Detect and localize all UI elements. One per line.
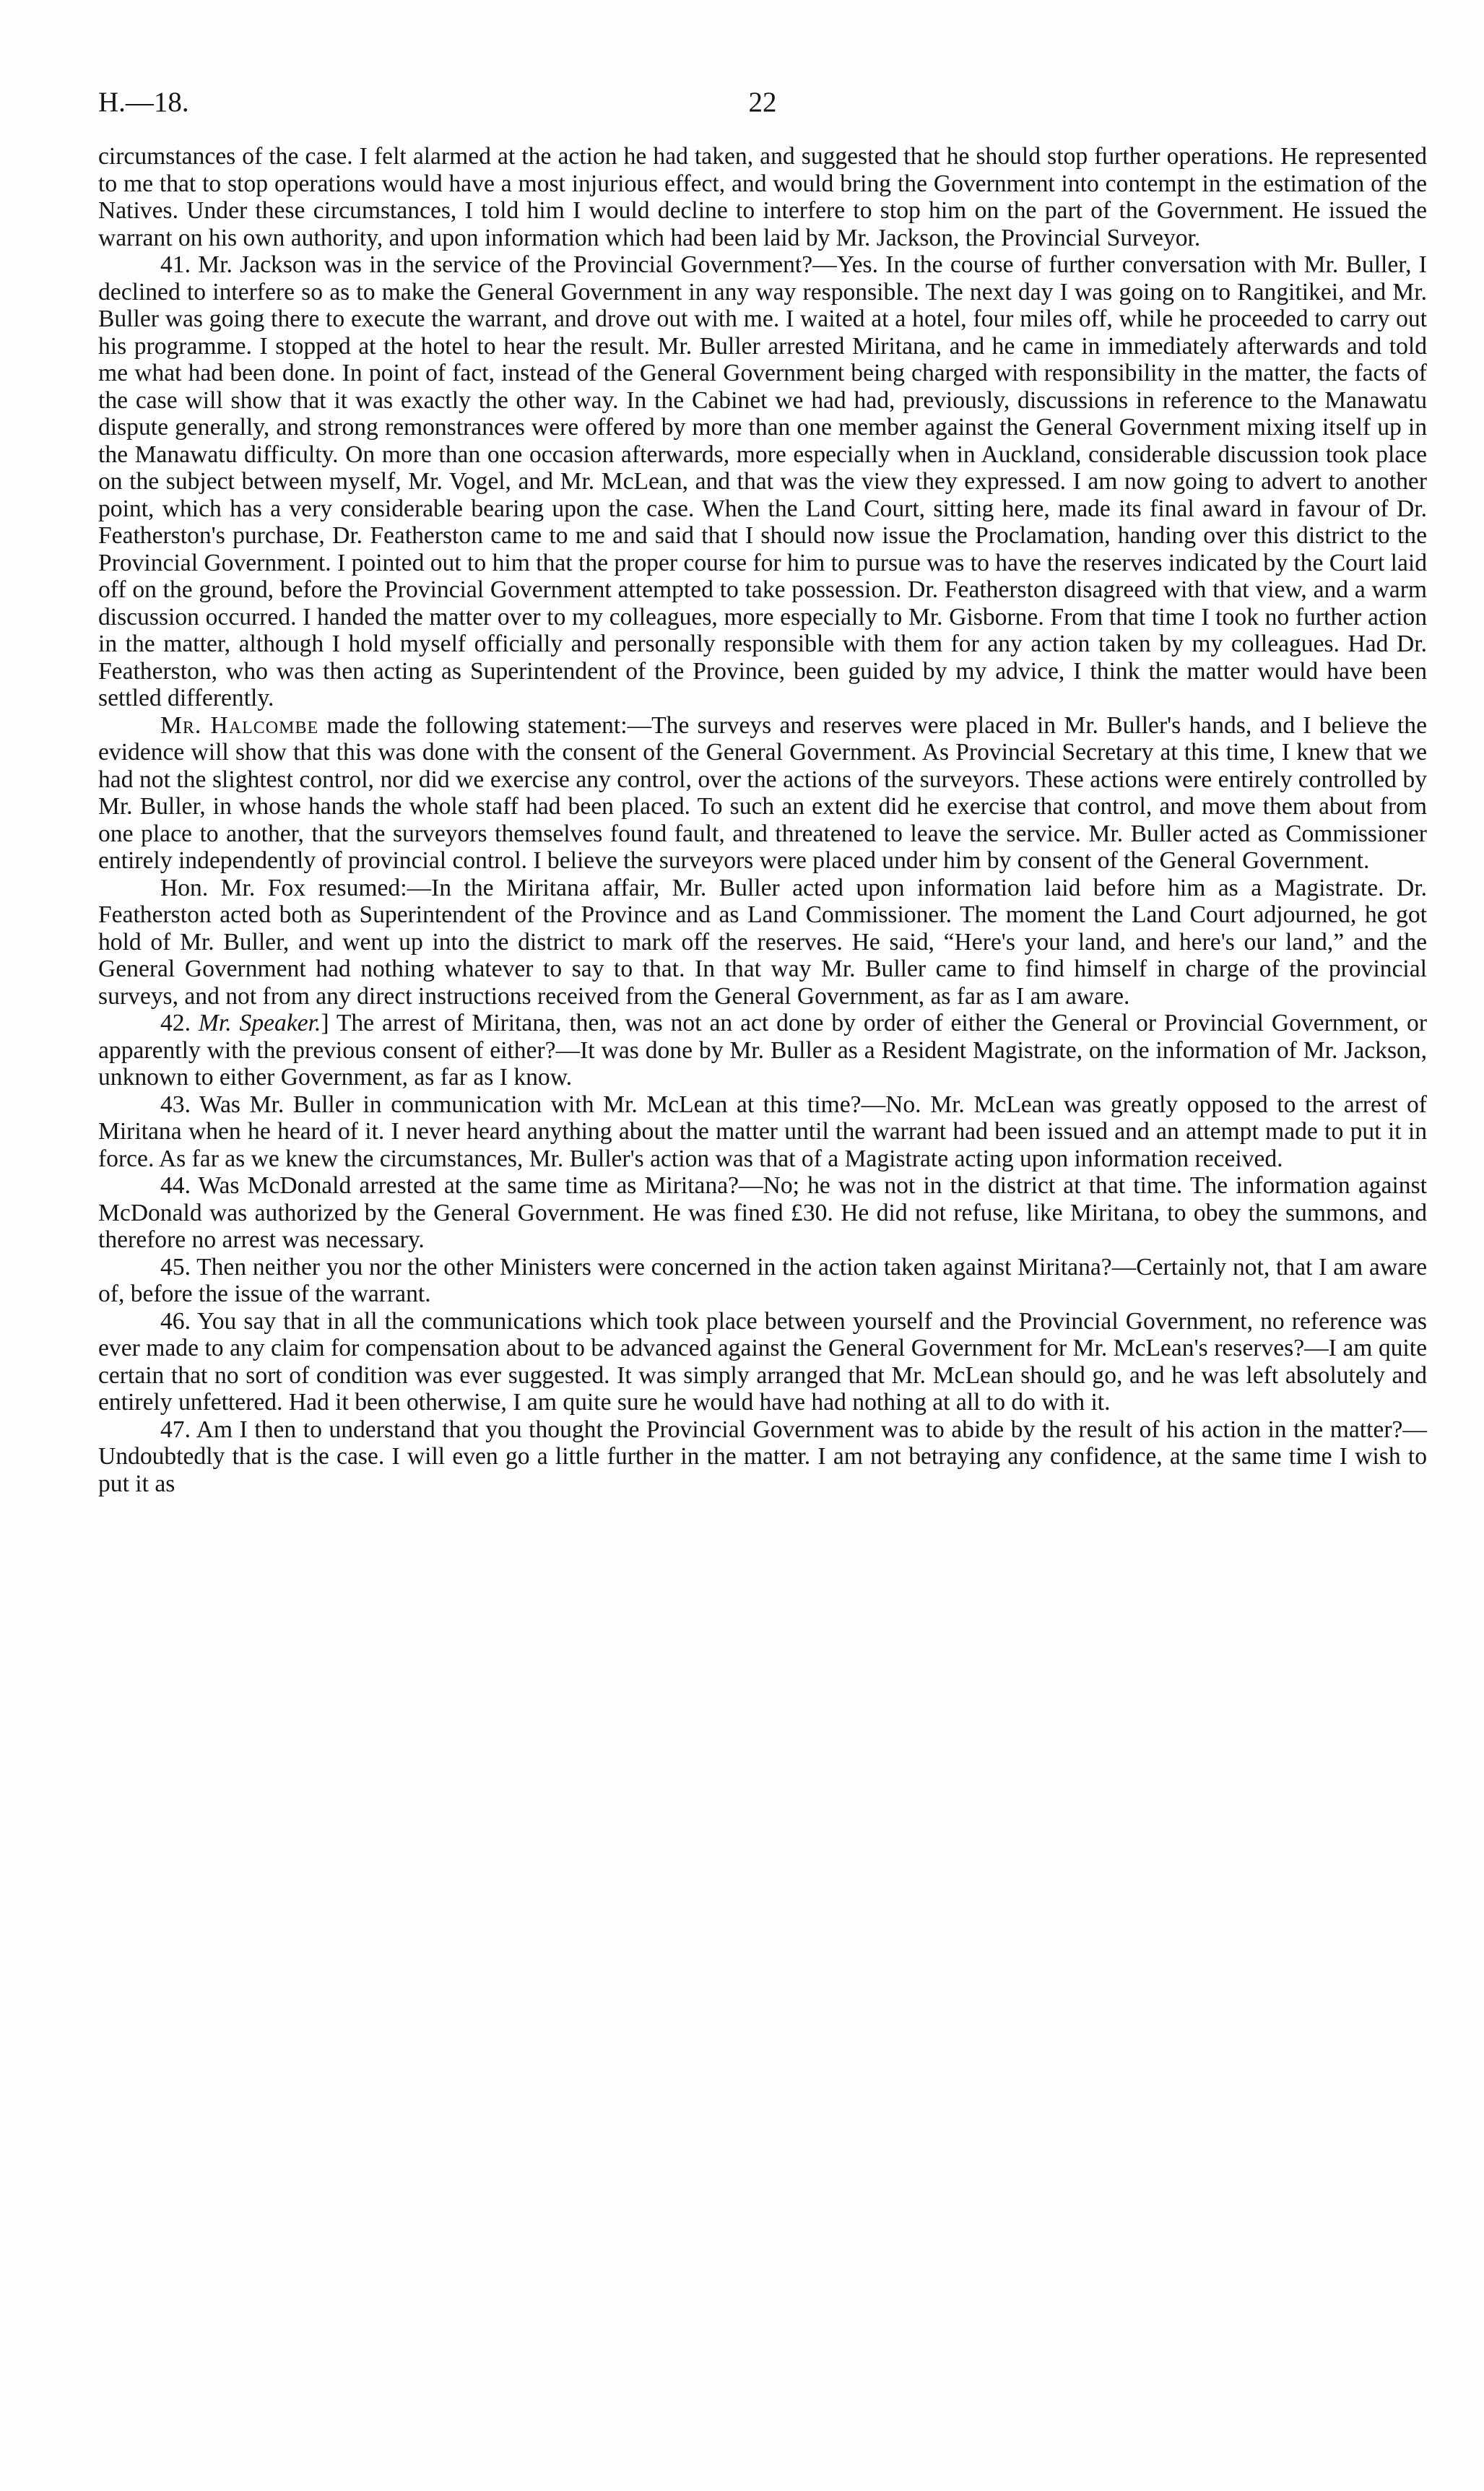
- paragraph-question-45: 45. Then neither you nor the other Ministers were concerned in the action taken against Miritana?—Certainly not, that I am aware of, before the issue of the warrant.: [98, 1253, 1427, 1307]
- document-body: [98, 143, 1427, 1497]
- paragraph-question-42: [98, 1010, 1427, 1091]
- document-reference: H.—18.: [98, 87, 189, 118]
- paragraph-continuation: circumstances of the case. I felt alarmed at the action he had taken, and suggested that he should stop further operations. He represented to me that to stop operations would have a most injurious effect, and would bring the Government into contempt in the estimation of the Natives. Under these circumstances, I told him I would decline to interfere to stop him on the part of the Government. He issued the warrant on his own authority, and upon information which had been laid by Mr. Jackson, the Provincial Surveyor.: [98, 143, 1427, 251]
- question-number: 42.: [160, 1010, 199, 1036]
- speaker-name: Mr. Halcombe: [160, 711, 319, 739]
- page-header: [98, 81, 1427, 124]
- paragraph-halcombe-statement: [98, 712, 1427, 875]
- paragraph-question-43: 43. Was Mr. Buller in communication with Mr. McLean at this time?—No. Mr. McLean was greatly opposed to the arrest of Miritana when he heard of it. I never heard anything about the matter until the warrant had been issued and an attempt made to put it in force. As far as we knew the circumstances, Mr. Buller's action was that of a Magistrate acting upon information received.: [98, 1091, 1427, 1172]
- paragraph-question-41: 41. Mr. Jackson was in the service of the Provincial Government?—Yes. In the course of further conversation with Mr. Buller, I declined to interfere so as to make the General Government in any way responsible. The next day I was going on to Rangitikei, and Mr. Buller was going there to execute the warrant, and drove out with me. I waited at a hotel, four miles off, while he proceeded to carry out his programme. I stopped at the hotel to hear the result. Mr. Buller arrested Miritana, and he came in immediately afterwards and told me what had been done. In point of fact, instead of the General Government being charged with responsibility in the matter, the facts of the case will show that it was exactly the other way. In the Cabinet we had had, previously, discussions in reference to the Manawatu dispute generally, and strong remonstrances were offered by more than one member against the General Government mixing itself up in the Manawatu difficulty. On more than one occasion afterwards, more especially when in Auckland, considerable discussion took place on the subject between myself, Mr. Vogel, and Mr. McLean, and that was the view they expressed. I am now going to advert to another point, which has a very considerable bearing upon the case. When the Land Court, sitting here, made its final award in favour of Dr. Featherston's purchase, Dr. Featherston came to me and said that I should now issue the Proclamation, handing over this district to the Provincial Government. I pointed out to him that the proper course for him to pursue was to have the reserves indicated by the Court laid off on the ground, before the Provincial Government attempted to take possession. Dr. Featherston disagreed with that view, and a warm discussion occurred. I handed the matter over to my colleagues, more especially to Mr. Gisborne. From that time I took no further action in the matter, although I hold myself officially and personally responsible with them for any action taken by my colleagues. Had Dr. Featherston, who was then acting as Superintendent of the Province, been guided by my advice, I think the matter would have been settled differently.: [98, 251, 1427, 711]
- paragraph-question-46: 46. You say that in all the communications which took place between yourself and the Provincial Government, no reference was ever made to any claim for compensation about to be advanced against the General Government for Mr. McLean's reserves?—I am quite certain that no sort of condition was ever suggested. It was simply arranged that Mr. McLean should go, and he was left absolutely and entirely unfettered. Had it been otherwise, I am quite sure he would have had nothing at all to do with it.: [98, 1307, 1427, 1416]
- paragraph-fox-resumed: Hon. Mr. Fox resumed:—In the Miritana affair, Mr. Buller acted upon information laid before him as a Magistrate. Dr. Featherston acted both as Superintendent of the Province and as Land Commissioner. The moment the Land Court adjourned, he got hold of Mr. Buller, and went up into the district to mark off the reserves. He said, “Here's your land, and here's our land,” and the General Government had nothing whatever to say to that. In that way Mr. Buller came to find himself in charge of the provincial surveys, and not from any direct instructions received from the General Government, as far as I am aware.: [98, 874, 1427, 1010]
- page-number: 22: [748, 87, 777, 118]
- paragraph-question-44: 44. Was McDonald arrested at the same time as Miritana?—No; he was not in the district at that time. The information against McDonald was authorized by the General Government. He was fined £30. He did not refuse, like Miritana, to obey the summons, and therefore no arrest was necessary.: [98, 1172, 1427, 1253]
- paragraph-text: made the following statement:—The surveys and reserves were placed in Mr. Buller's hands, and I believe the evidence will show that this was done with the consent of the General Government. As Provincial Secretary at this time, I knew that we had not the slightest control, nor did we exercise any control, over the actions of the surveyors. These actions were entirely controlled by Mr. Buller, in whose hands the whole staff had been placed. To such an extent did he exercise that control, and move them about from one place to another, that the surveyors themselves found fault, and threatened to leave the service. Mr. Buller acted as Commissioner entirely independently of provincial control. I believe the surveyors were placed under him by consent of the General Government.: [98, 711, 1427, 874]
- speaker-name: Mr. Speaker.: [198, 1010, 321, 1036]
- paragraph-text: ] The arrest of Miritana, then, was not an act done by order of either the General or Provincial Government, or apparently with the previous consent of either?—It was done by Mr. Buller as a Resident Magistrate, on the information of Mr. Jackson, unknown to either Government, as far as I know.: [98, 1010, 1428, 1091]
- paragraph-question-47: 47. Am I then to understand that you thought the Provincial Government was to abide by the result of his action in the matter?—Undoubtedly that is the case. I will even go a little further in the matter. I am not betraying any confidence, at the same time I wish to put it as: [98, 1416, 1427, 1497]
